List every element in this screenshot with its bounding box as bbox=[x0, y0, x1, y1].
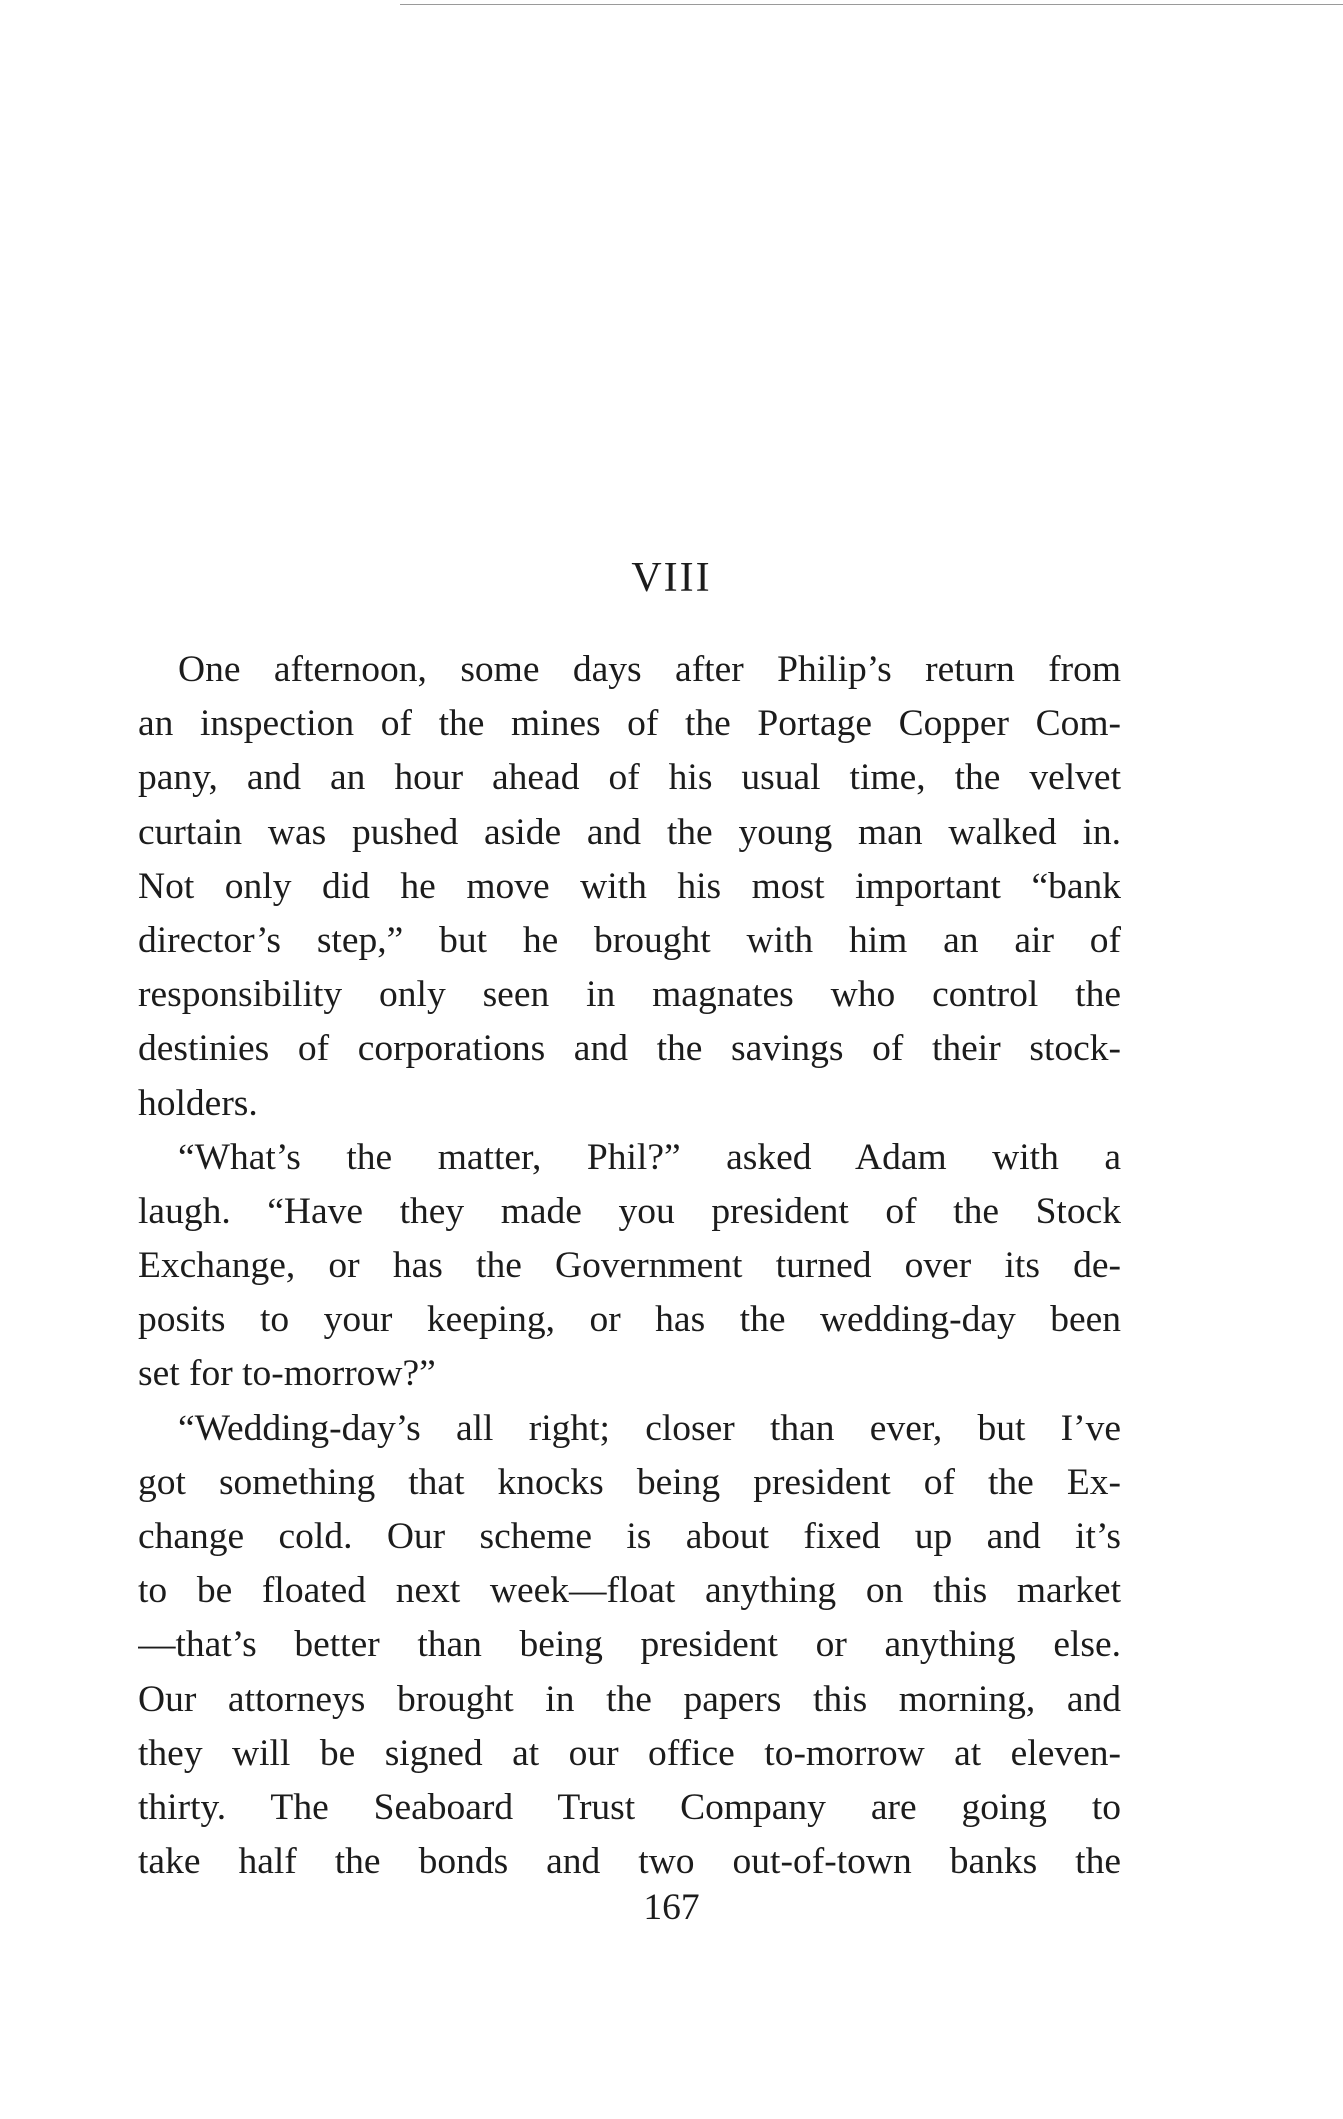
chapter-heading: VIII bbox=[631, 555, 712, 601]
text-line: holders. bbox=[138, 1082, 258, 1124]
text-line: Exchange, or has the Government turned over its de- bbox=[138, 1245, 1121, 1287]
text-line: curtain was pushed aside and the young man walked in. bbox=[138, 811, 1121, 853]
text-line: “What’s the matter, Phil?” asked Adam with a bbox=[178, 1136, 1121, 1178]
text-line: laugh. “Have they made you president of the Stock bbox=[138, 1190, 1121, 1232]
body-text bbox=[138, 643, 1121, 1889]
text-line: responsibility only seen in magnates who control the bbox=[138, 974, 1121, 1016]
text-line: pany, and an hour ahead of his usual time, the velvet bbox=[138, 757, 1121, 799]
text-line: set for to-morrow?” bbox=[138, 1353, 436, 1395]
text-line: destinies of corporations and the savings of their stock- bbox=[138, 1028, 1121, 1070]
text-line: One afternoon, some days after Philip’s return from bbox=[178, 649, 1121, 690]
page-number: 167 bbox=[643, 1887, 700, 1928]
text-line: to be floated next week—float anything on this market bbox=[138, 1570, 1121, 1612]
scan-edge-rule bbox=[400, 4, 1343, 5]
text-line: an inspection of the mines of the Portage Copper Com- bbox=[138, 703, 1121, 745]
text-line: got something that knocks being president of the Ex- bbox=[138, 1461, 1121, 1503]
text-line: thirty. The Seaboard Trust Company are going to bbox=[138, 1786, 1121, 1828]
text-line: change cold. Our scheme is about fixed up and it’s bbox=[138, 1516, 1121, 1557]
text-line: —that’s better than being president or anything else. bbox=[138, 1624, 1121, 1666]
text-line: “Wedding-day’s all right; closer than ever, but I’ve bbox=[178, 1407, 1121, 1449]
text-line: Not only did he move with his most important “bank bbox=[138, 865, 1121, 907]
text-line: take half the bonds and two out-of-town banks the bbox=[138, 1841, 1121, 1883]
text-line: posits to your keeping, or has the wedding-day been bbox=[138, 1299, 1121, 1341]
text-line: Our attorneys brought in the papers this morning, and bbox=[138, 1678, 1121, 1720]
text-line: director’s step,” but he brought with him an air of bbox=[138, 919, 1121, 961]
text-line: they will be signed at our office to-morrow at eleven- bbox=[138, 1732, 1121, 1774]
